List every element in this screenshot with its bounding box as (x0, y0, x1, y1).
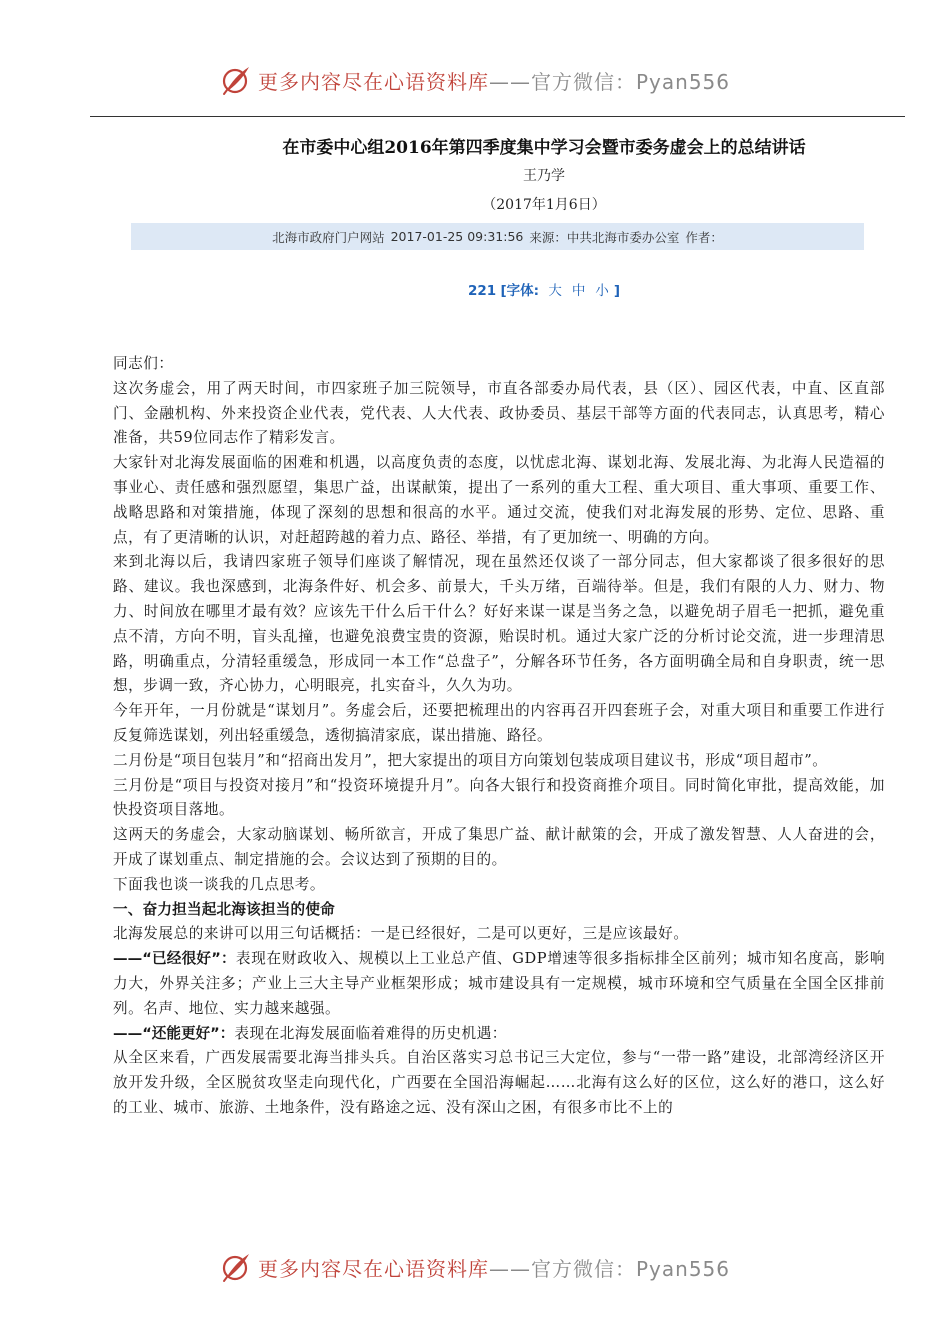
article-author: 王乃学 (523, 168, 565, 184)
paragraph-1: 这次务虚会，用了两天时间，市四家班子加三院领导，市直各部委办局代表，县（区）、园区代表，中直、区直部门、金融机构、外来投资企业代表，党代表、人大代表、政协委员、基层干部等方面的代表同志，认真思考，精心准备，共59位同志作了精彩发言。 (113, 379, 885, 447)
meta-source: 来源：中共北海市委办公室 (529, 229, 680, 245)
greeting: 同志们： (113, 355, 174, 372)
paragraph-2: 大家针对北海发展面临的困难和机遇，以高度负责的态度，以忧虑北海、谋划北海、发展北海、为北海人民造福的事业心、责任感和强烈愿望，集思广益，出谋献策，提出了一系列的重大工程、重大项目、重大事项、重要工作、战略思路和对策措施，体现了深刻的思想和很高的水平。通过交流，使我们对北海发展的形势、定位、思路、重点，有了更清晰的认识，对赶超跨越的着力点、路径、举措，有了更加统一、明确的方向。 (113, 454, 885, 546)
banner-main-text: 更多内容尽在心语资料库 (257, 69, 489, 94)
article-title: 在市委中心组2016年第四季度集中学习会暨市委务虚会上的总结讲话 (282, 138, 806, 158)
view-count: 221 (467, 283, 497, 299)
paragraph-11-lead: ——“还能更好”： (113, 1024, 235, 1042)
meta-author-label: 作者： (685, 229, 723, 245)
font-size-label: [字体: (500, 283, 540, 299)
banner-dash: —— (488, 69, 531, 94)
banner-wechat-label: 官方微信： (530, 69, 636, 94)
paragraph-3: 来到北海以后，我请四家班子领导们座谈了解情况，现在虽然还仅谈了一部分同志，但大家都谈了很多很好的思路、建议。我也深感到，北海条件好、机会多、前景大，千头万绪，百端待举。但是，我们有限的人力、财力、物力、时间放在哪里才最有效？应该先干什么后干什么？好好来谋一谋是当务之急，以避免胡子眉毛一把抓，避免重点不清，方向不明，盲头乱撞，也避免浪费宝贵的资源，贻误时机。通过大家广泛的分析讨论交流，进一步理清思路，明确重点，分清轻重缓急，形成同一本工作“总盘子”，分解各环节任务，各方面明确全局和自身职责，统一思想，步调一致，齐心协力，心明眼亮，扎实奋斗，久久为功。 (113, 553, 885, 695)
paragraph-11-text: 表现在北海发展面临着难得的历史机遇： (234, 1024, 507, 1042)
article-body (113, 352, 885, 1121)
font-size-small-link[interactable]: 小 (595, 283, 609, 299)
banner-text (258, 1253, 730, 1282)
section-heading-1: 一、奋力担当起北海该担当的使命 (113, 900, 335, 918)
paragraph-10-text: 表现在财政收入、规模以上工业总产值、GDP增速等很多指标排全区前列；城市知名度高，影响力大，外界关注多；产业上三大主导产业框架形成；城市建设具有一定规模，城市环境和空气质量在全国全区排前列。名声、地位、实力越来越强。 (113, 950, 885, 1017)
footer-banner (0, 1245, 950, 1289)
banner-text (258, 66, 730, 95)
paragraph-12: 从全区来看，广西发展需要北海当排头兵。自治区落实习总书记三大定位，参与“一带一路”建设，北部湾经济区开放开发升级，全区脱贫攻坚走向现代化，广西要在全国沿海崛起……北海有这么好的区位，这么好的港口，这么好的工业、城市、旅游、土地条件，没有路途之远、没有深山之困，有很多市比不上的 (113, 1049, 885, 1116)
paragraph-11 (113, 1022, 885, 1047)
banner-wechat-label: 官方微信： (530, 1256, 636, 1281)
paragraph-5: 二月份是“项目包装月”和“招商出发月”，把大家提出的项目方向策划包装成项目建议书，形成“项目超市”。 (113, 751, 828, 769)
view-count-font-toolbar (0, 279, 950, 299)
article-meta-bar (131, 223, 864, 250)
font-size-label-close: ] (613, 283, 621, 299)
banner-dash: —— (488, 1256, 531, 1281)
paragraph-9: 北海发展总的来讲可以用三句话概括：一是已经很好，二是可以更好，三是应该最好。 (113, 925, 689, 943)
font-size-medium-link[interactable]: 中 (571, 283, 586, 299)
quill-logo-icon (220, 1251, 252, 1283)
paragraph-7: 这两天的务虚会，大家动脑谋划、畅所欲言，开成了集思广益、献计献策的会，开成了激发智慧、人人奋进的会，开成了谋划重点、制定措施的会。会议达到了预期的目的。 (113, 826, 885, 868)
header-banner (0, 58, 950, 102)
paragraph-4: 今年开年，一月份就是“谋划月”。务虚会后，还要把梳理出的内容再召开四套班子会，对重大项目和重要工作进行反复筛选谋划，列出轻重缓急，透彻搞清家底，谋出措施、路径。 (113, 702, 885, 744)
header-divider (90, 116, 905, 117)
paragraph-10-lead: ——“已经很好”： (113, 950, 236, 968)
quill-logo-icon (220, 64, 252, 96)
paragraph-10 (113, 947, 885, 1021)
meta-datetime: 2017-01-25 09:31:56 (390, 229, 524, 244)
banner-wechat-id: Pyan556 (635, 1256, 730, 1281)
article-date: （2017年1月6日） (482, 197, 606, 213)
meta-site: 北海市政府门户网站 (272, 229, 385, 245)
paragraph-8: 下面我也谈一谈我的几点思考。 (113, 875, 326, 893)
font-size-large-link[interactable]: 大 (548, 283, 562, 299)
banner-main-text: 更多内容尽在心语资料库 (257, 1256, 489, 1281)
banner-wechat-id: Pyan556 (635, 69, 730, 94)
paragraph-6: 三月份是“项目与投资对接月”和“投资环境提升月”。向各大银行和投资商推介项目。同时简化审批，提高效能，加快投资项目落地。 (113, 776, 885, 819)
